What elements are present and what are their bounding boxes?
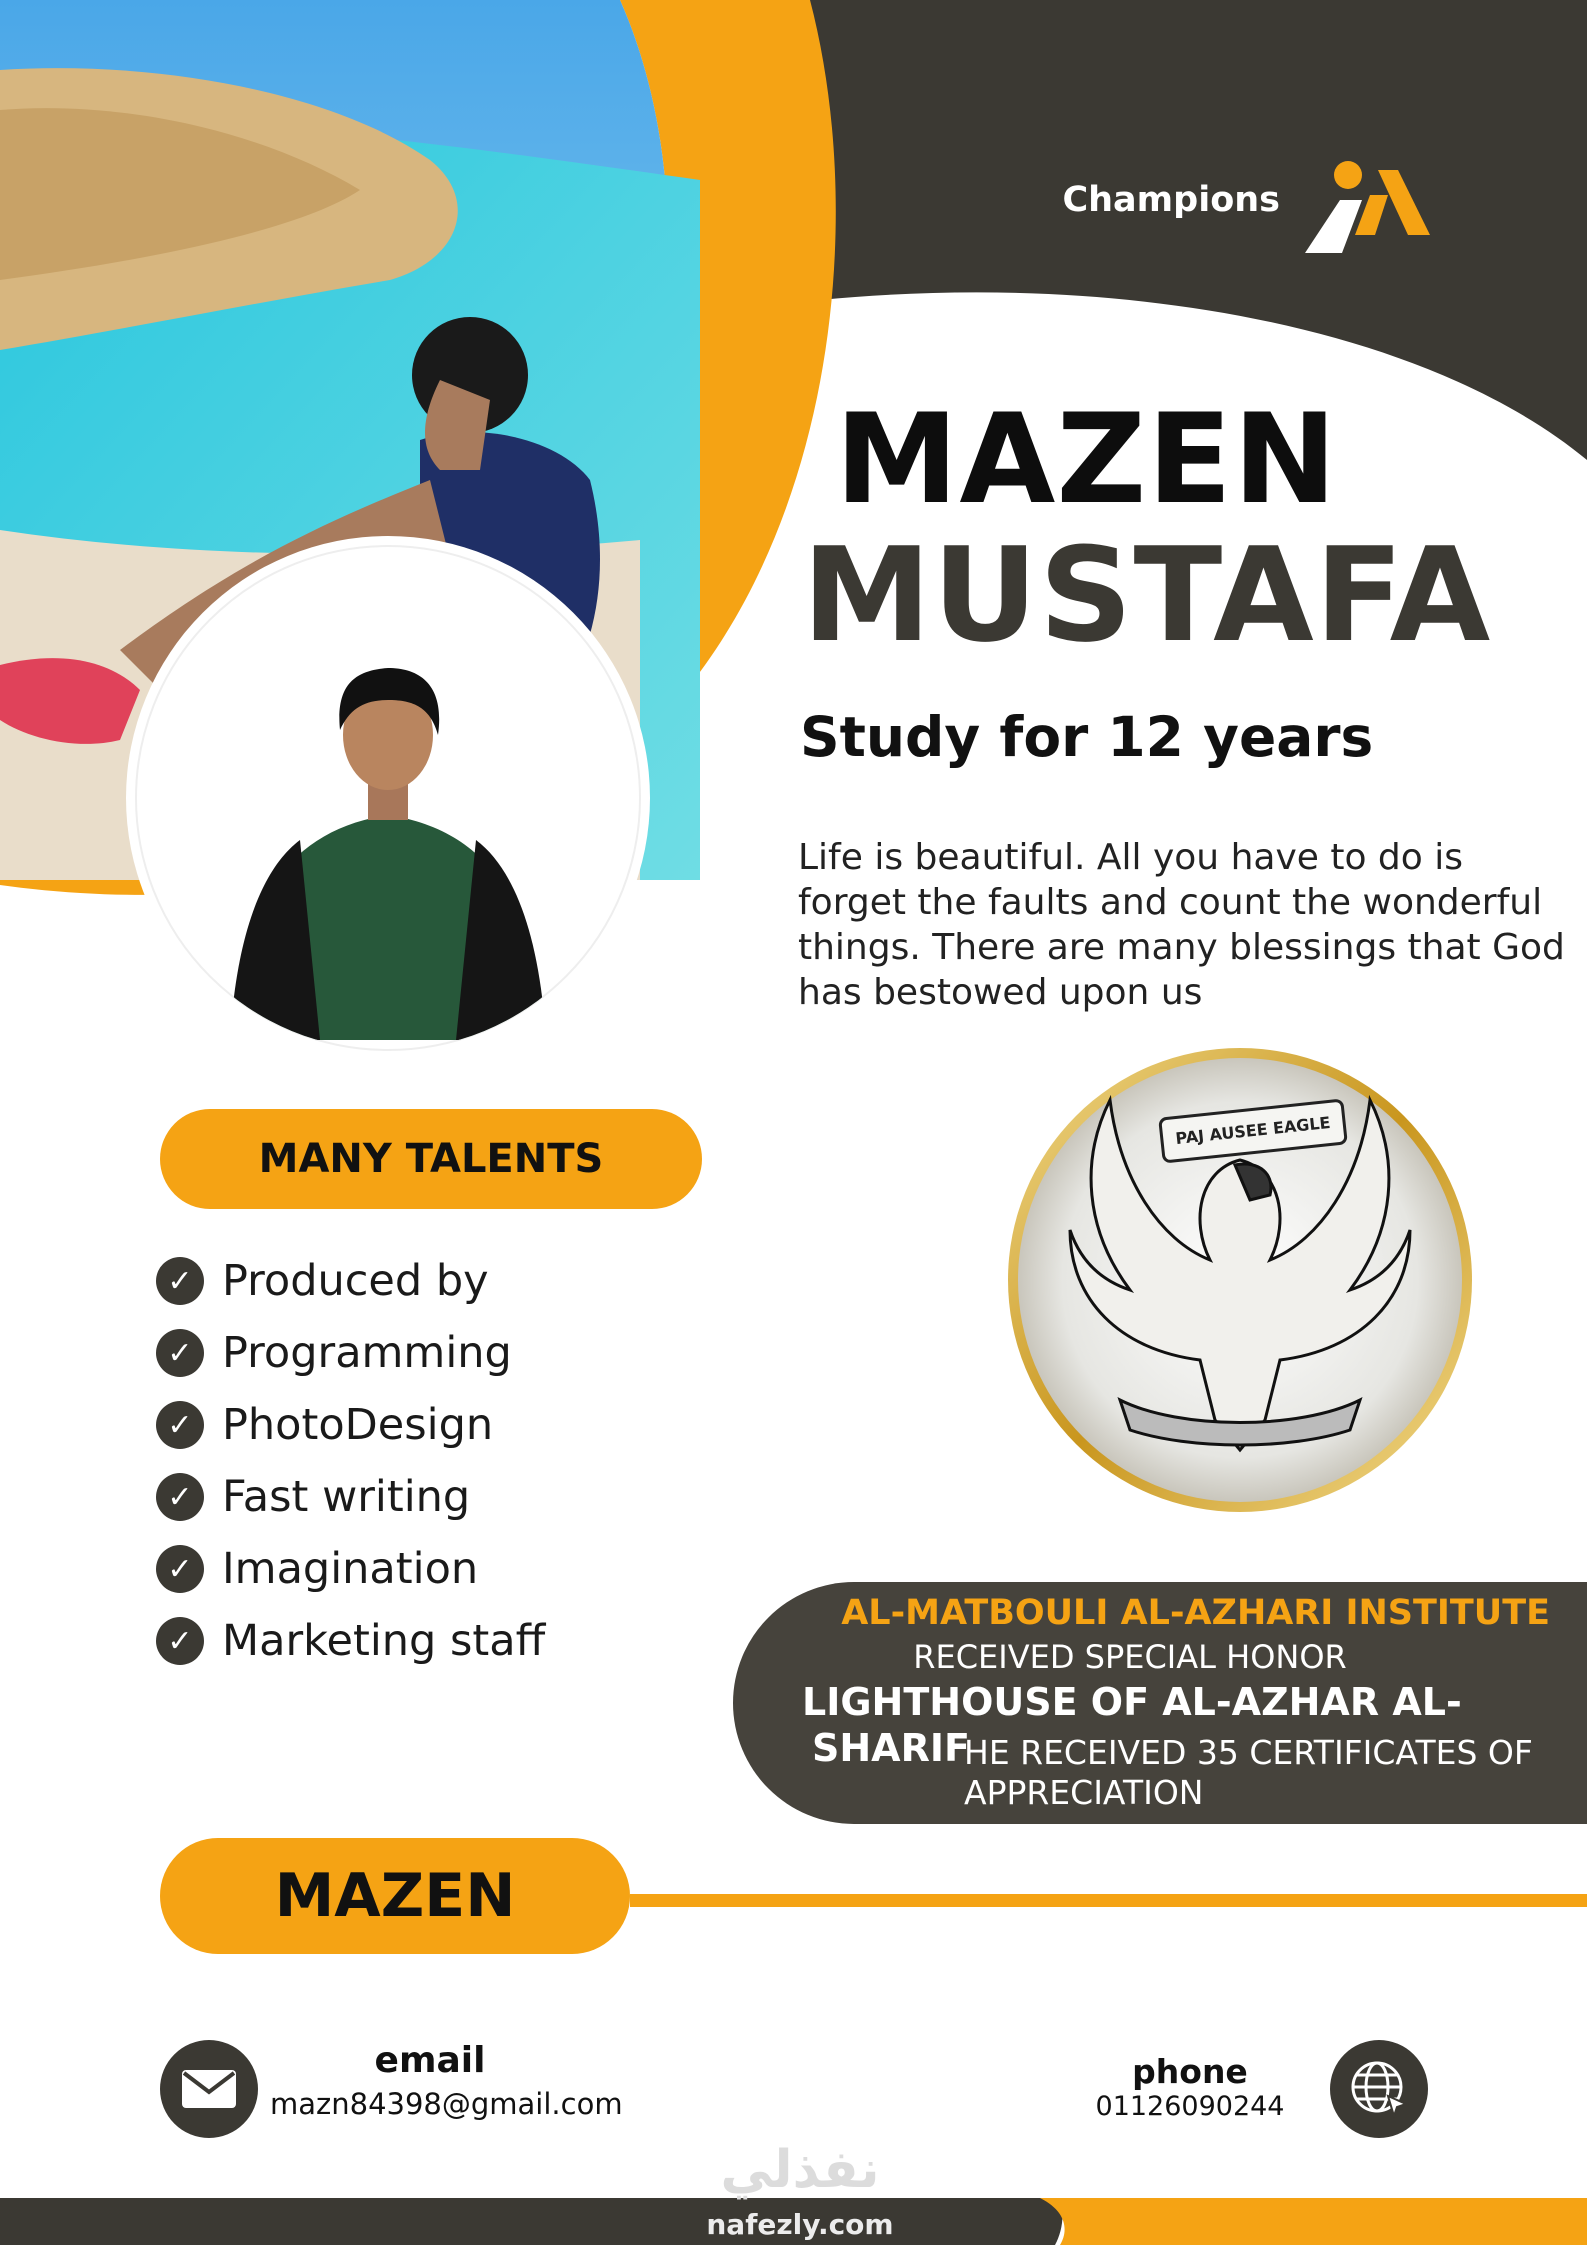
talents-heading: MANY TALENTS xyxy=(160,1109,702,1209)
footer-name: MAZEN xyxy=(160,1838,630,1954)
watermark-arabic: نفذلي xyxy=(720,2140,880,2200)
institute-name: AL-MATBOULI AL-AZHARI INSTITUTE xyxy=(841,1593,1550,1633)
talent-item: ✓ Fast writing xyxy=(156,1461,716,1533)
mail-icon[interactable] xyxy=(160,2040,258,2138)
email-value[interactable]: mazn84398@gmail.com xyxy=(270,2087,623,2121)
talent-item: ✓ Imagination xyxy=(156,1533,716,1605)
talent-item: ✓ Programming xyxy=(156,1317,716,1389)
phone-value[interactable]: 01126090244 xyxy=(1095,2091,1285,2122)
check-icon: ✓ xyxy=(156,1329,204,1377)
check-icon: ✓ xyxy=(156,1545,204,1593)
institute-honor: RECEIVED SPECIAL HONOR xyxy=(913,1638,1347,1676)
talent-item: ✓ PhotoDesign xyxy=(156,1389,716,1461)
check-icon: ✓ xyxy=(156,1617,204,1665)
last-name: MUSTAFA xyxy=(802,519,1492,671)
divider-line xyxy=(630,1894,1587,1907)
first-name: MAZEN xyxy=(835,388,1338,532)
quote-text: Life is beautiful. All you have to do is forget the faults and count the wonderful things. There are many blessings that God has bestowed upon us xyxy=(798,837,1565,1013)
watermark-latin: nafezly.com xyxy=(706,2208,894,2241)
talent-item: ✓ Produced by xyxy=(156,1245,716,1317)
talents-list xyxy=(156,1245,716,1677)
institute-title-line2: SHARIF xyxy=(812,1726,970,1770)
globe-icon[interactable] xyxy=(1330,2040,1428,2138)
talent-item: ✓ Marketing staff xyxy=(156,1605,716,1677)
institute-title-line1: LIGHTHOUSE OF AL-AZHAR AL- xyxy=(802,1680,1462,1724)
institute-certificates: HE RECEIVED 35 CERTIFICATES OF APPRECIATION xyxy=(964,1733,1533,1812)
study-years: Study for 12 years xyxy=(800,705,1374,769)
brand-name: Champions xyxy=(1062,180,1280,220)
champions-logo-icon xyxy=(1300,155,1435,260)
check-icon: ✓ xyxy=(156,1257,204,1305)
check-icon: ✓ xyxy=(156,1401,204,1449)
emblem-banner: PAJ AUSEE EAGLE xyxy=(1158,1098,1348,1163)
email-label: email xyxy=(374,2040,486,2081)
check-icon: ✓ xyxy=(156,1473,204,1521)
phone-label: phone xyxy=(1132,2052,1248,2091)
